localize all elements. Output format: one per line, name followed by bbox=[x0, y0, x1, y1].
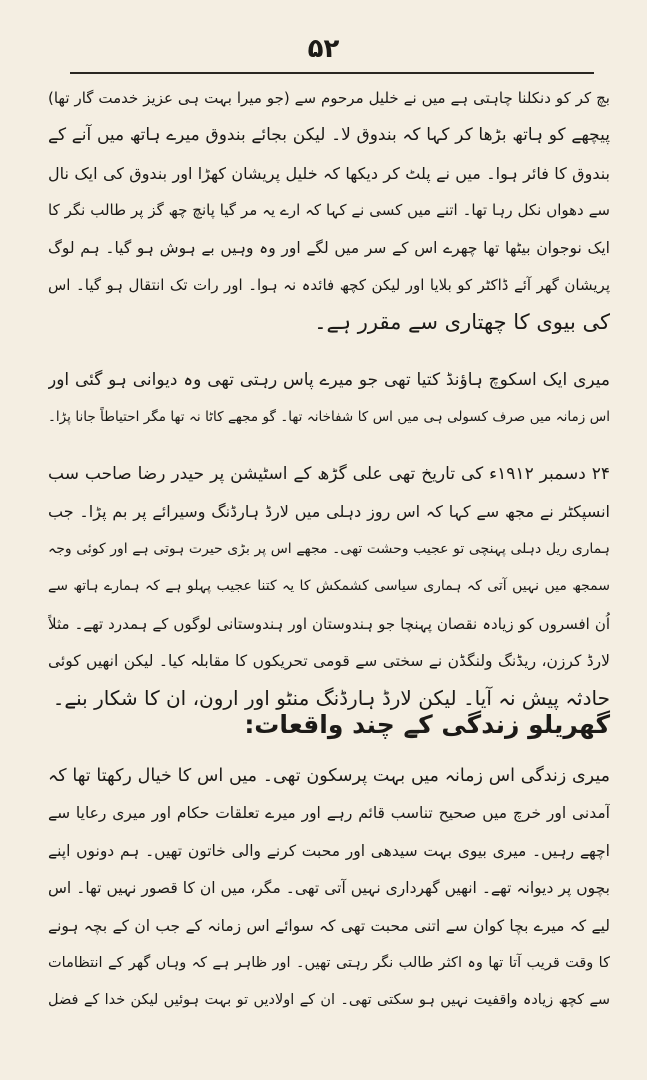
text-line: سے دھواں نکل رہا تھا۔ اتنے میں کسی نے کہا کہ ارے یہ مر گیا پانچ چھ گز پر طالب نگر کا bbox=[48, 201, 610, 220]
text-line: کا وقت قریب آتا تھا وہ اکثر طالب نگر رہتی تھیں۔ اور ظاہر ہے کہ وہاں گھر کے انتظامات bbox=[48, 954, 610, 971]
text-line: لیے کہ میرے بچا کوان سے اتنی محبت تھی کہ سوائے اس زمانہ کے جب ان کے بچہ ہونے bbox=[48, 916, 610, 935]
paragraph-accident bbox=[48, 80, 610, 342]
text-line: میری زندگی اس زمانہ میں بہت پرسکون تھی۔ میں اس کا خیال رکھتا تھا کہ bbox=[48, 766, 610, 786]
page-number: ۵۲ bbox=[307, 34, 340, 64]
text-line: اچھے رہیں۔ میری بیوی بہت سیدھی اور محبت کرنے والی خاتون تھیں۔ ہم دونوں اپنے bbox=[48, 841, 610, 860]
text-line: لارڈ کرزن، ریڈنگ ولنگڈن نے سختی سے قومی تحریکوں کا مقابلہ کیا۔ لیکن انھیں کوئی bbox=[48, 651, 610, 670]
text-line: کی بیوی کا چھتاری سے مقرر ہے۔ bbox=[314, 310, 610, 335]
paragraph-delhi-bomb bbox=[48, 456, 610, 718]
text-line: بچوں پر دیوانہ تھے۔ انھیں گھرداری نہیں آتی تھی۔ مگر، میں ان کا قصور نہیں تھا۔ اس bbox=[48, 879, 610, 898]
text-line: بچ کر کو دنکلنا چاہتی ہے میں نے خلیل مرحوم سے (جو میرا بہت ہی عزیز خدمت گار تھا) bbox=[48, 89, 610, 107]
text-line: ہماری ریل دہلی پہنچی تو عجیب وحشت تھی۔ مجھے اس پر بڑی حیرت ہوتی ہے اور کوئی وجہ bbox=[48, 540, 610, 557]
text-line: آمدنی اور خرچ میں صحیح تناسب قائم رہے اور میرے تعلقات حکام اور میری رعایا سے bbox=[48, 804, 610, 823]
text-line: پریشان گھر آئے ڈاکٹر کو بلایا اور لیکن کچھ فائدہ نہ ہوا۔ اور رات تک انتقال ہو گیا۔ اس bbox=[48, 275, 610, 294]
paragraph-home-life bbox=[48, 758, 610, 1020]
text-line: انسپکٹر نے مجھ سے کہا کہ اس روز دہلی میں لارڈ ہارڈنگ وسیرائے پر بم پڑا۔ جب bbox=[48, 502, 610, 522]
text-line: میری ایک اسکوچ ہاؤنڈ کتیا تھی جو میرے پاس رہتی تھی وہ دیوانی ہو گئی اور bbox=[48, 370, 610, 390]
text-line: ۲۴ دسمبر ۱۹۱۲ء کی تاریخ تھی علی گڑھ کے اسٹیشن پر حیدر رضا صاحب سب bbox=[48, 464, 610, 484]
text-line: پیچھے کو ہاتھ بڑھا کر کہا کہ بندوق لا۔ لیکن بجائے بندوق میرے ہاتھ میں آنے کے bbox=[48, 125, 610, 146]
text-line: سمجھ میں نہیں آتی کہ ہماری سیاسی کشمکش کا یہ کتنا عجیب پہلو ہے کہ ہمارے ہاتھ سے bbox=[48, 578, 610, 595]
text-line: ایک نوجوان بیٹھا تھا چھرے اس کے سر میں لگے اور وہ وہیں بے ہوش ہو گیا۔ ہم لوگ bbox=[48, 238, 610, 257]
section-heading: گھریلو زندگی کے چند واقعات: bbox=[244, 710, 610, 739]
text-line: سے کچھ زیادہ واقفیت نہیں ہو سکتی تھی۔ ان کے اولادیں تو بہت ہوئیں لیکن خدا کے فضل bbox=[48, 992, 610, 1009]
text-line: بندوق کا فائر ہوا۔ میں نے پلٹ کر دیکھا کہ خلیل پریشان کھڑا اور بندوق کی ایک نال bbox=[48, 163, 610, 183]
text-line: اُن افسروں کو زیادہ نقصان پہنچا جو ہندوستان اور ہندوستانی لوگوں کے ہمدرد تھے۔ مثلاً bbox=[48, 614, 610, 633]
paragraph-dog bbox=[48, 362, 610, 437]
text-line: اس زمانہ میں صرف کسولی ہی میں اس کا شفاخانہ تھا۔ گو مجھے کاٹا نہ تھا مگر احتیاطاً جانا پڑا۔ bbox=[48, 409, 610, 426]
text-line: حادثہ پیش نہ آیا۔ لیکن لارڈ ہارڈنگ منٹو اور ارون، ان کا شکار بنے۔ bbox=[52, 686, 610, 711]
header-rule bbox=[70, 72, 594, 74]
